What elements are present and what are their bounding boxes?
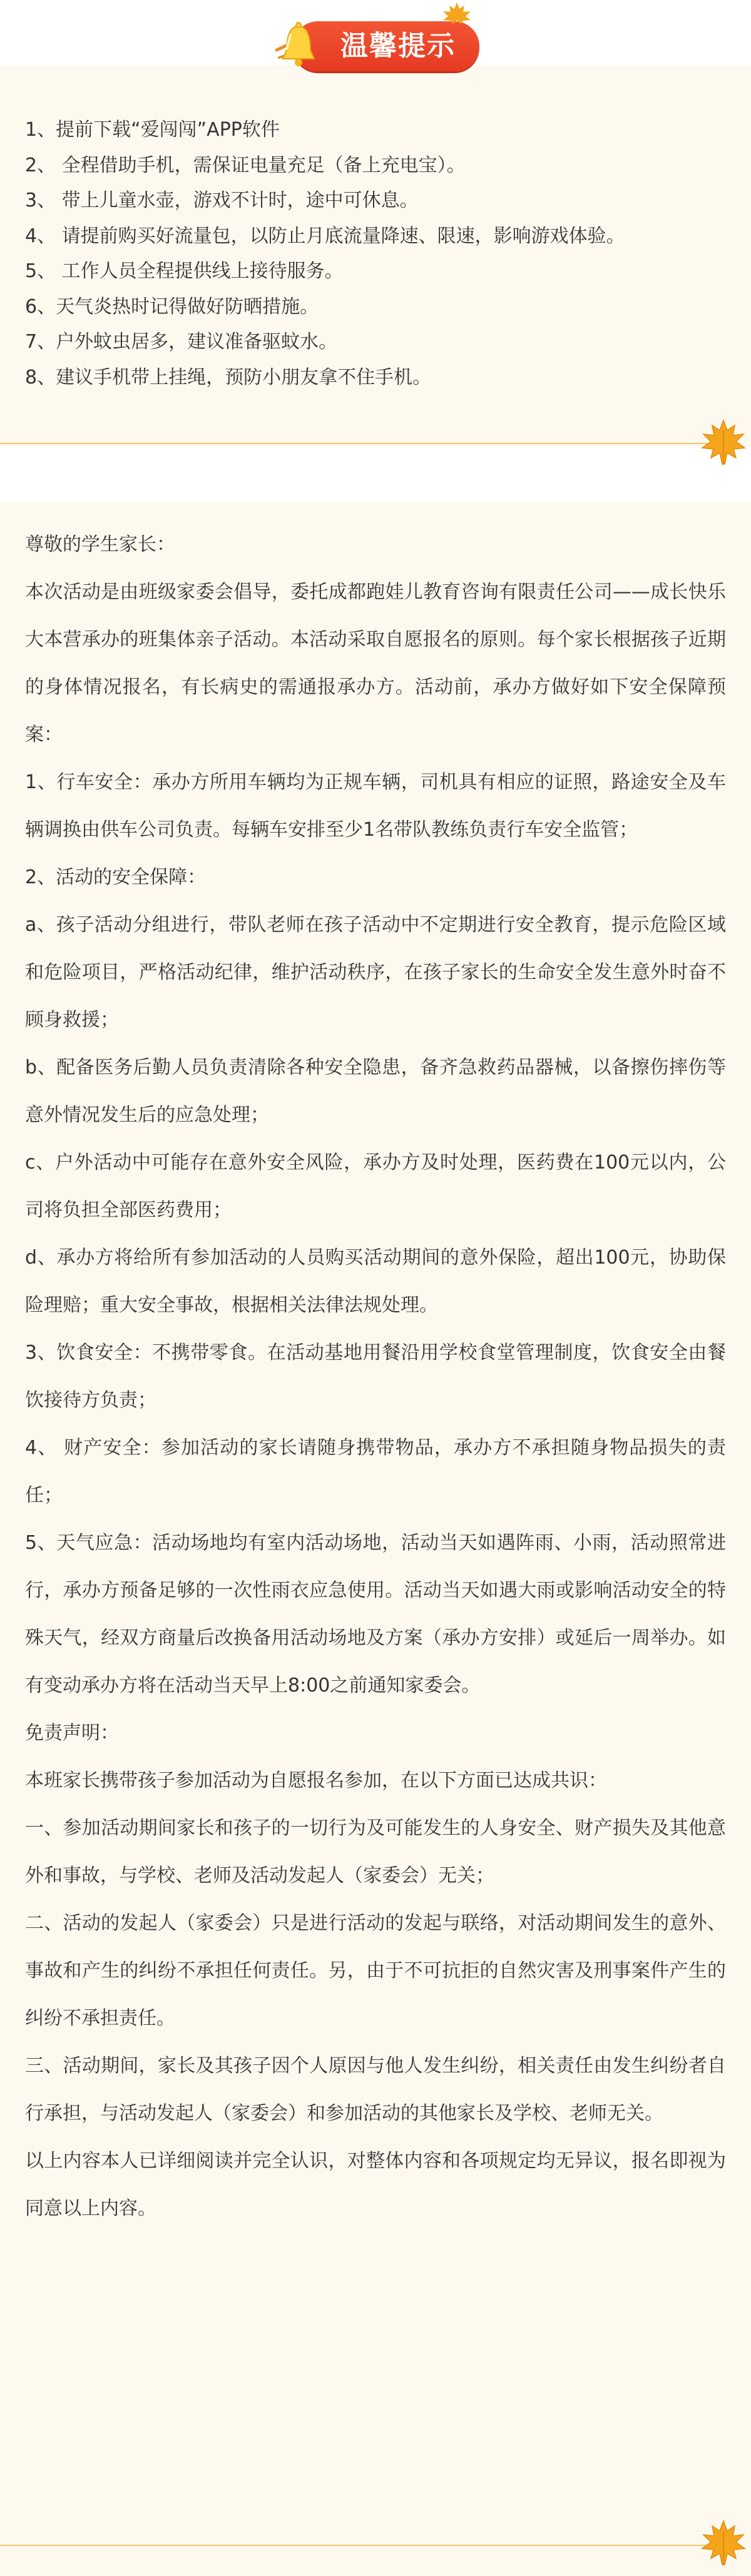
notice-paragraph: b、配备医务后勤人员负责清除各种安全隐患，备齐急救药品器械，以备擦伤摔伤等意外情况发生后的应急处理； bbox=[25, 1057, 726, 1126]
maple-leaf-icon bbox=[438, 0, 488, 25]
tips-item: 7、户外蚊虫居多，建议准备驱蚊水。 bbox=[25, 331, 338, 353]
tips-divider bbox=[0, 443, 720, 444]
notice-paragraph: 本次活动是由班级家委会倡导，委托成都跑娃儿教育咨询有限责任公司——成长快乐大本营承办的班集体亲子活动。本活动采取自愿报名的原则。每个家长根据孩子近期的身体情况报名，有长病史的需通报承办方。活动前，承办方做好如下安全保障预案： bbox=[25, 581, 726, 746]
tips-item: 1、提前下载“爱闯闯”APP软件 bbox=[25, 119, 280, 141]
maple-leaf-icon bbox=[698, 2517, 748, 2567]
notice-paragraph: 三、活动期间，家长及其孩子因个人原因与他人发生纠纷，相关责任由发生纠纷者自行承担，与活动发起人（家委会）和参加活动的其他家长及学校、老师无关。 bbox=[25, 2055, 726, 2124]
notice-paragraph: 3、饮食安全：不携带零食。在活动基地用餐沿用学校食堂管理制度，饮食安全由餐饮接待方负责； bbox=[25, 1342, 726, 1411]
notice-greeting: 尊敬的学生家长： bbox=[25, 534, 175, 555]
maple-leaf-icon bbox=[698, 417, 748, 467]
notice-paragraph: 5、天气应急：活动场地均有室内活动场地，活动当天如遇阵雨、小雨，活动照常进行，承办方预备足够的一次性雨衣应急使用。活动当天如遇大雨或影响活动安全的特殊天气，经双方商量后改换备用活动场地及方案（承办方安排）或延后一周举办。如有变动承办方将在活动当天早上8:00之前通知家委会。 bbox=[25, 1532, 726, 1696]
notice-paragraph: 以上内容本人已详细阅读并完全认识，对整体内容和各项规定均无异议，报名即视为同意以上内容。 bbox=[25, 2150, 726, 2219]
tips-item: 6、天气炎热时记得做好防晒措施。 bbox=[25, 295, 319, 318]
notice-body bbox=[25, 521, 726, 2233]
tips-item: 8、建议手机带上挂绳，预防小朋友拿不住手机。 bbox=[25, 366, 432, 388]
notice-divider bbox=[0, 2545, 720, 2546]
notice-paragraph: 1、行车安全：承办方所用车辆均为正规车辆，司机具有相应的证照，路途安全及车辆调换由供车公司负责。每辆车安排至少1名带队教练负责行车安全监管； bbox=[25, 771, 726, 841]
tips-item: 5、 工作人员全程提供线上接待服务。 bbox=[25, 260, 344, 282]
notice-paragraph: c、户外活动中可能存在意外安全风险，承办方及时处理，医药费在100元以内，公司将负担全部医药费用； bbox=[25, 1152, 726, 1221]
tips-list bbox=[25, 113, 713, 395]
disclaimer-heading: 免责声明： bbox=[25, 1722, 119, 1744]
tips-item: 2、 全程借助手机，需保证电量充足（备上充电宝）。 bbox=[25, 154, 466, 176]
notice-paragraph: d、承办方将给所有参加活动的人员购买活动期间的意外保险，超出100元，协助保险理赔；重大安全事故，根据相关法律法规处理。 bbox=[25, 1247, 726, 1316]
notice-paragraph: 本班家长携带孩子参加活动为自愿报名参加，在以下方面已达成共识： bbox=[25, 1770, 607, 1792]
notice-paragraph: a、孩子活动分组进行，带队老师在孩子活动中不定期进行安全教育，提示危险区域和危险项目，严格活动纪律，维护活动秩序，在孩子家长的生命安全发生意外时奋不顾身救援； bbox=[25, 914, 726, 1031]
tips-card bbox=[0, 65, 751, 447]
tips-item: 4、 请提前购买好流量包，以防止月底流量降速、限速，影响游戏体验。 bbox=[25, 225, 625, 247]
tips-item: 3、 带上儿童水壶，游戏不计时，途中可休息。 bbox=[25, 190, 419, 211]
notice-paragraph: 一、参加活动期间家长和孩子的一切行为及可能发生的人身安全、财产损失及其他意外和事故，与学校、老师及活动发起人（家委会）无关； bbox=[25, 1817, 726, 1887]
page-title: 温馨提示 bbox=[340, 30, 456, 62]
notice-card bbox=[0, 503, 751, 2576]
notice-paragraph: 二、活动的发起人（家委会）只是进行活动的发起与联络，对活动期间发生的意外、事故和产生的纠纷不承担任何责任。另，由于不可抗拒的自然灾害及刑事案件产生的纠纷不承担责任。 bbox=[25, 1912, 726, 2029]
notice-paragraph: 4、 财产安全：参加活动的家长请随身携带物品，承办方不承担随身物品损失的责任； bbox=[25, 1437, 726, 1506]
notice-paragraph: 2、活动的安全保障： bbox=[25, 866, 207, 888]
title-banner bbox=[268, 20, 483, 73]
